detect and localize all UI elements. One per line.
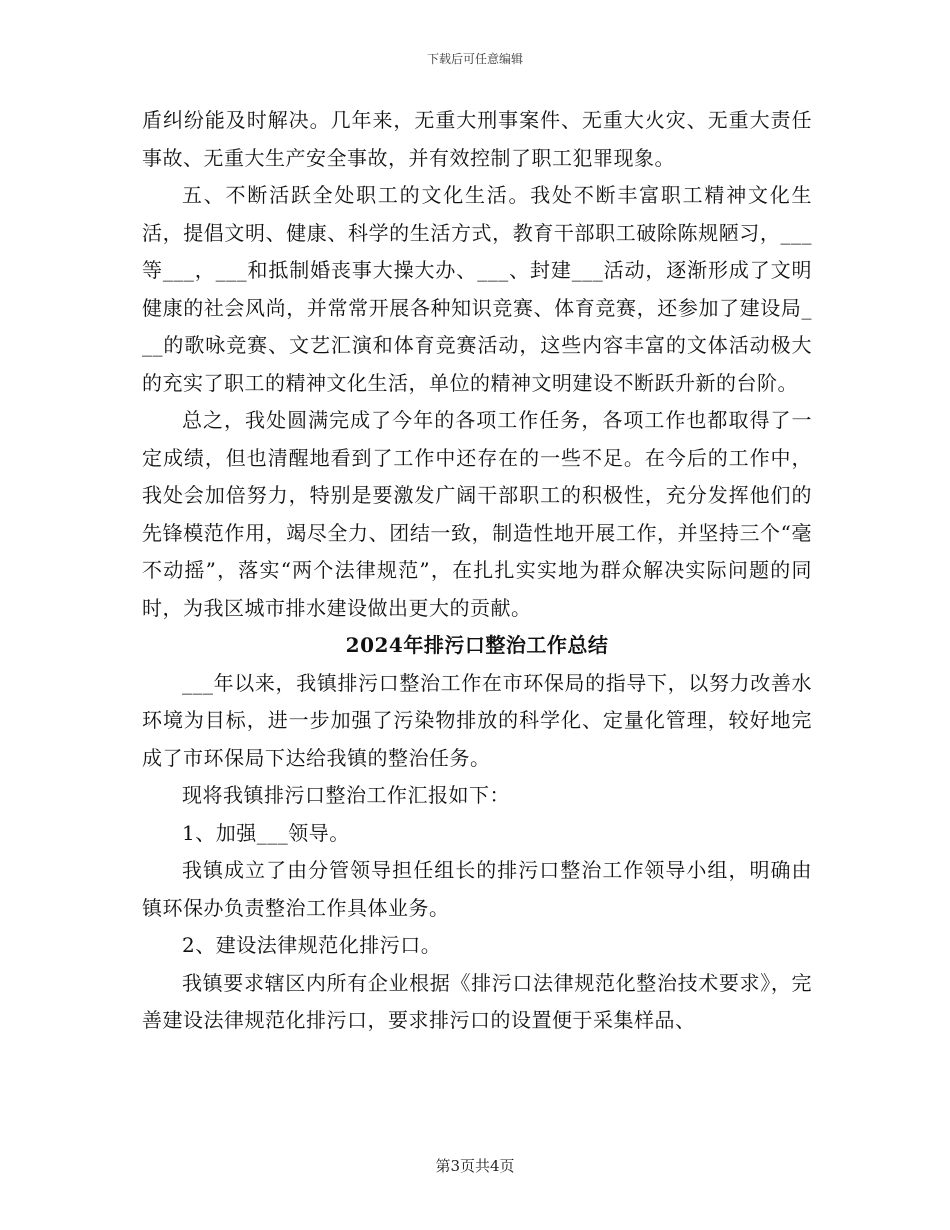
paragraph-report-lead: 现将我镇排污口整治工作汇报如下： (182, 783, 510, 807)
page-header: 下载后可任意编辑 (426, 52, 523, 66)
paragraph-outlets: 我镇要求辖区内所有企业根据《排污口法律规范化整治技术要求》，完善建设法律规范化排污口，要求排污口的设置便于采集样品、 (142, 970, 812, 1032)
paragraph-culture-life: 五、不断活跃全处职工的文化生活。我处不断丰富职工精神文化生活，提倡文明、健康、科学的生活方式，教育干部职工破除陈规陋习，___等___，___和抵制婚丧事大操大办、___、封建___活动，逐渐形成了文明健康的社会风尚，并常常开展各种知识竞赛、体育竞赛，还参加了建设局___的歌咏竞赛、文艺汇演和体育竞赛活动，这些内容丰富的文体活动极大的充实了职工的精神文化生活，单位的精神文明建设不断跃升新的台阶。 (142, 183, 812, 395)
item-heading-2: 2、建设法律规范化排污口。 (182, 933, 442, 957)
item-heading-1: 1、加强___领导。 (182, 820, 350, 845)
paragraph-continuation: 盾纠纷能及时解决。几年来，无重大刑事案件、无重大火灾、无重大责任事故、无重大生产安全事故，并有效控制了职工犯罪现象。 (142, 108, 812, 170)
paragraph-leadership: 我镇成立了由分管领导担任组长的排污口整治工作领导小组，明确由镇环保办负责整治工作具体业务。 (142, 858, 812, 920)
page-footer: 第3页共4页 (435, 1157, 515, 1175)
paragraph-intro: ___年以来，我镇排污口整治工作在市环保局的指导下，以努力改善水环境为目标，进一步加强了污染物排放的科学化、定量化管理，较好地完成了市环保局下达给我镇的整治任务。 (142, 670, 812, 770)
document-body (142, 102, 812, 1040)
section-title: 2024年排污口整治工作总结 (345, 633, 609, 657)
paragraph-conclusion: 总之，我处圆满完成了今年的各项工作任务，各项工作也都取得了一定成绩，但也清醒地看到了工作中还存在的一些不足。在今后的工作中，我处会加倍努力，特别是要激发广阔干部职工的积极性，充分发挥他们的先锋模范作用，竭尽全力、团结一致，制造性地开展工作，并坚持三个“毫不动摇”，落实“两个法律规范”，在扎扎实实地为群众解决实际问题的同时，为我区城市排水建设做出更大的贡献。 (142, 408, 812, 620)
